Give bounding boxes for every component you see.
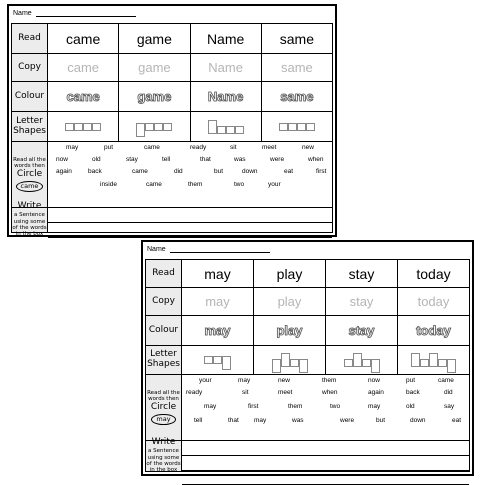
name-blank-line[interactable]	[170, 245, 270, 253]
letter-shapes-label-line1: Letter	[150, 349, 177, 360]
search-word[interactable]: may	[254, 417, 267, 424]
write-row	[146, 437, 469, 474]
letter-shapes-label	[146, 346, 182, 374]
letter-shape-boxes[interactable]	[65, 123, 101, 131]
search-word[interactable]: ready	[190, 144, 207, 151]
search-word[interactable]: them	[288, 403, 303, 410]
worksheet-may	[141, 240, 474, 476]
writing-line[interactable]	[48, 237, 332, 238]
search-word[interactable]: may	[238, 377, 251, 384]
search-word[interactable]: were	[340, 417, 355, 424]
write-note-line4: in the box	[149, 467, 178, 474]
read-word: may	[204, 265, 231, 282]
copy-label: Copy	[146, 288, 182, 315]
search-word[interactable]: eat	[284, 168, 294, 175]
read-row	[12, 24, 332, 53]
circle-target-word: may	[151, 414, 175, 425]
write-note-line3: of the words	[12, 224, 47, 231]
search-word[interactable]: down	[410, 417, 426, 424]
circle-intro-line1: Read all the	[147, 390, 180, 397]
name-field[interactable]	[147, 245, 270, 253]
search-word[interactable]: but	[214, 168, 224, 175]
search-word[interactable]: but	[376, 417, 386, 424]
letter-shape-boxes[interactable]	[279, 123, 315, 131]
write-note-line2: using some	[147, 454, 180, 461]
letter-shapes-row	[12, 111, 332, 141]
search-word[interactable]: new	[278, 377, 290, 384]
write-label	[146, 437, 182, 474]
outline-word[interactable]: may	[204, 323, 231, 338]
writing-line[interactable]	[48, 222, 332, 223]
search-word[interactable]: that	[228, 417, 239, 424]
letter-shapes-label	[12, 112, 48, 141]
write-note-line1: a Sentence	[14, 212, 45, 219]
circle-target-word: came	[16, 181, 44, 192]
letter-shape-boxes[interactable]	[208, 120, 244, 134]
trace-word[interactable]: came	[67, 60, 100, 75]
read-word: Name	[206, 30, 245, 47]
search-word[interactable]: say	[444, 403, 455, 410]
colour-row	[12, 81, 332, 111]
search-word[interactable]: back	[88, 168, 102, 175]
copy-row	[146, 287, 469, 315]
copy-row	[12, 53, 332, 81]
worksheet-came	[7, 4, 337, 237]
letter-shape-boxes[interactable]	[204, 356, 231, 364]
search-word[interactable]: when	[322, 389, 338, 396]
letter-shapes-row	[146, 345, 469, 374]
outline-word[interactable]: stay	[348, 323, 375, 338]
search-word[interactable]: them	[322, 377, 337, 384]
search-word[interactable]: did	[444, 389, 453, 396]
search-word[interactable]: when	[308, 156, 324, 163]
search-word[interactable]: may	[66, 144, 79, 151]
circle-heading: Circle	[16, 168, 43, 179]
circle-intro-line1: Read all the	[13, 157, 46, 164]
letter-shape-boxes[interactable]	[272, 353, 308, 367]
trace-word[interactable]: play	[277, 294, 302, 309]
name-blank-line[interactable]	[36, 9, 136, 17]
trace-word[interactable]: stay	[349, 294, 374, 309]
search-word[interactable]: stay	[126, 156, 138, 163]
read-word: play	[276, 265, 303, 282]
write-heading: Write	[151, 437, 176, 448]
write-row	[12, 201, 332, 238]
search-word[interactable]: again	[368, 389, 384, 396]
circle-row	[146, 374, 469, 440]
trace-word[interactable]: may	[205, 294, 230, 309]
trace-word[interactable]: same	[280, 60, 313, 75]
read-row	[146, 260, 469, 287]
write-note-line1: a Sentence	[148, 448, 179, 455]
search-word[interactable]: meet	[262, 144, 277, 151]
search-word[interactable]: that	[200, 156, 211, 163]
search-word[interactable]: came	[146, 181, 162, 188]
read-word: same	[279, 30, 314, 47]
outline-word[interactable]: play	[276, 323, 303, 338]
circle-heading: Circle	[150, 401, 177, 412]
search-word[interactable]: tell	[194, 417, 203, 424]
search-word[interactable]: may	[204, 403, 217, 410]
search-word[interactable]: inside	[100, 181, 117, 188]
letter-shape-boxes[interactable]	[344, 353, 380, 367]
trace-word[interactable]: game	[138, 60, 171, 75]
worksheet-grid	[145, 259, 470, 472]
circle-row	[12, 141, 332, 207]
search-word[interactable]: may	[368, 403, 381, 410]
search-word[interactable]: your	[268, 181, 281, 188]
write-heading: Write	[17, 201, 42, 212]
circle-label	[12, 142, 48, 207]
search-word[interactable]: came	[132, 168, 148, 175]
search-word[interactable]: meet	[278, 389, 293, 396]
write-label	[12, 201, 48, 238]
search-word[interactable]: was	[292, 417, 304, 424]
read-word: stay	[348, 265, 375, 282]
colour-row	[146, 315, 469, 345]
circle-label	[146, 375, 182, 440]
search-word[interactable]: two	[234, 181, 245, 188]
search-word[interactable]: put	[406, 377, 416, 384]
trace-word[interactable]: Name	[208, 60, 243, 75]
search-word[interactable]: back	[406, 389, 420, 396]
write-note-line4: in the box	[15, 231, 44, 238]
writing-line[interactable]	[182, 455, 469, 456]
search-word[interactable]: down	[242, 168, 258, 175]
copy-label: Copy	[12, 54, 48, 81]
search-word[interactable]: them	[188, 181, 203, 188]
search-word[interactable]: again	[56, 168, 72, 175]
letter-shapes-label-line2: Shapes	[13, 125, 46, 136]
write-note-line2: using some	[13, 218, 46, 225]
name-field[interactable]	[13, 9, 136, 17]
read-label: Read	[146, 260, 182, 287]
outline-word[interactable]: came	[66, 89, 100, 104]
sentence-writing-area[interactable]	[48, 208, 332, 232]
search-word[interactable]: sit	[230, 144, 237, 151]
word-search-area	[182, 375, 469, 440]
search-word[interactable]: did	[174, 168, 183, 175]
search-word[interactable]: came	[438, 377, 454, 384]
search-word[interactable]: now	[368, 377, 380, 384]
search-word[interactable]: put	[104, 144, 114, 151]
outline-word[interactable]: game	[137, 89, 172, 104]
read-word: today	[416, 265, 451, 282]
search-word[interactable]: new	[302, 144, 314, 151]
search-word[interactable]: ready	[186, 389, 203, 396]
write-note-line3: of the words	[146, 460, 181, 467]
letter-shapes-label-line2: Shapes	[147, 359, 180, 369]
search-word[interactable]: came	[144, 144, 160, 151]
colour-label: Colour	[146, 316, 182, 345]
search-word[interactable]: was	[234, 156, 246, 163]
circle-intro-line2: words then	[148, 396, 179, 403]
search-word[interactable]: first	[248, 403, 259, 410]
search-word[interactable]: were	[270, 156, 285, 163]
read-word: came	[66, 30, 101, 47]
search-word[interactable]: old	[92, 156, 101, 163]
search-word[interactable]: your	[199, 377, 212, 384]
outline-word[interactable]: Name	[207, 89, 244, 104]
sentence-writing-area[interactable]	[182, 441, 469, 471]
circle-intro-line2: words then	[14, 163, 45, 170]
outline-word[interactable]: today	[416, 323, 451, 338]
read-word: game	[136, 30, 172, 47]
worksheet-grid	[11, 23, 333, 238]
search-word[interactable]: sit	[242, 389, 249, 396]
search-word[interactable]: two	[330, 403, 341, 410]
word-search-area	[48, 142, 332, 207]
name-label: Name	[13, 9, 32, 17]
writing-line[interactable]	[182, 470, 469, 471]
name-label: Name	[147, 245, 166, 253]
search-word[interactable]: tell	[162, 156, 171, 163]
search-word[interactable]: first	[316, 168, 327, 175]
search-word[interactable]: eat	[452, 417, 462, 424]
colour-label: Colour	[12, 82, 48, 111]
letter-shapes-label-line1: Letter	[16, 115, 43, 126]
letter-shape-boxes[interactable]	[411, 353, 456, 367]
outline-word[interactable]: same	[280, 89, 314, 104]
read-label: Read	[12, 24, 48, 53]
trace-word[interactable]: today	[417, 294, 450, 309]
letter-shape-boxes[interactable]	[136, 123, 172, 131]
search-word[interactable]: now	[56, 156, 68, 163]
search-word[interactable]: old	[406, 403, 415, 410]
